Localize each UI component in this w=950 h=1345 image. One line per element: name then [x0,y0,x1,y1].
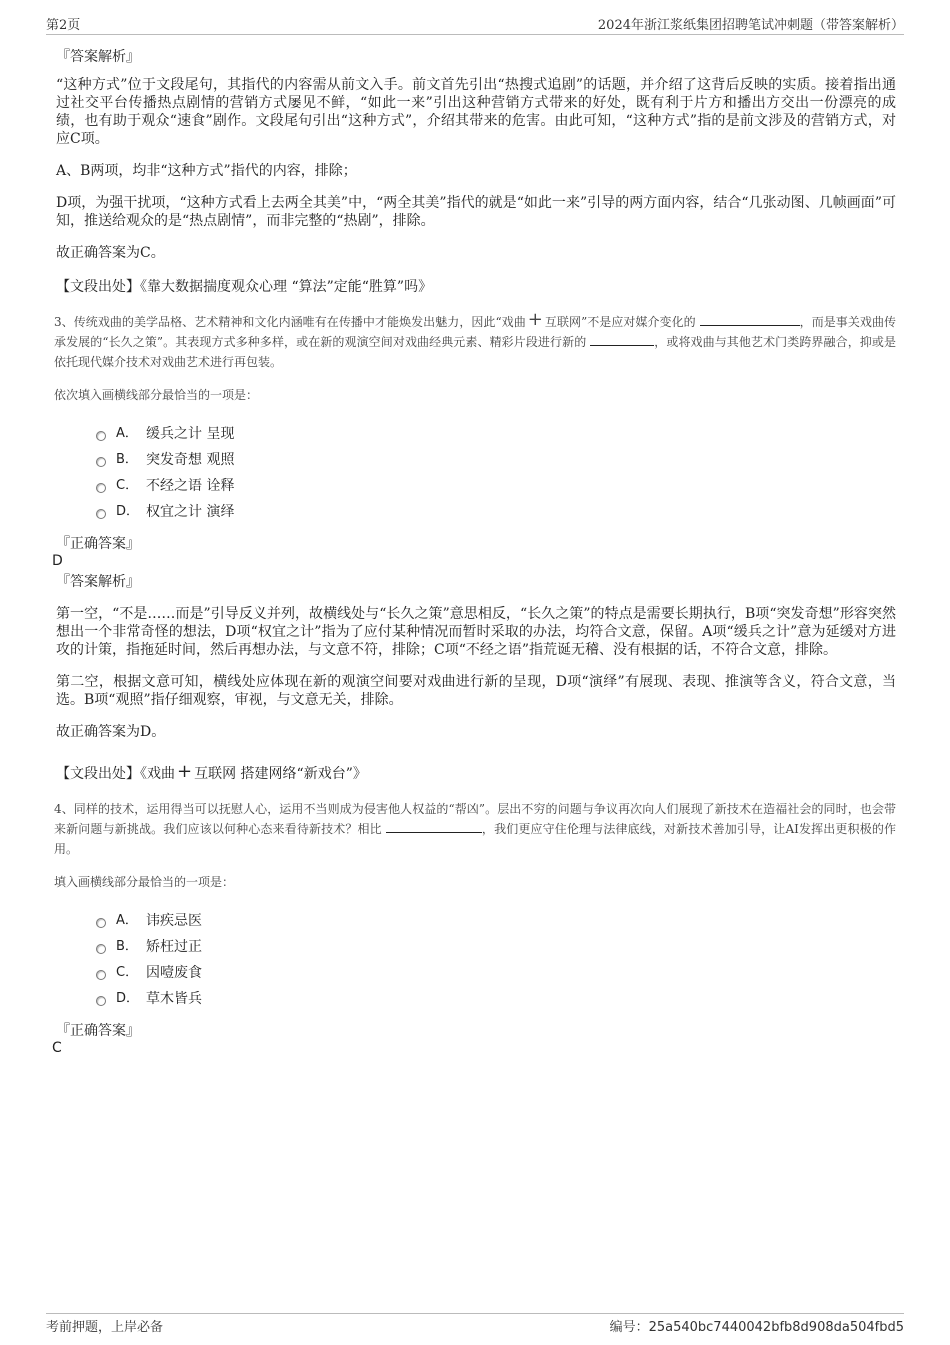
option-letter: B． [116,452,138,467]
page-footer [46,1313,904,1335]
analysis-paragraph: D项，为强干扰项，“这种方式看上去两全其美”中，“两全其美”指代的就是“如此一来”引导的两方面内容，结合“几张动图、几帧画面”可知，推送给观众的是“热点剧情”，而非完整的“热剧”，排除。 [56,195,896,229]
option-b[interactable] [96,447,896,473]
option-c[interactable] [96,960,896,986]
source-text: 【文段出处】《戏曲 [56,766,175,782]
question-4 [54,799,896,859]
code-value: 25a540bc7440042bfb8d908da504fbd5 [648,1320,904,1335]
option-a[interactable] [96,421,896,447]
option-text: 矫枉过正 [146,939,202,955]
radio-button[interactable] [96,509,106,519]
conclusion: 故正确答案为D。 [56,724,166,740]
option-text: 讳疾忌医 [146,913,202,929]
conclusion: 故正确答案为C。 [56,245,165,261]
analysis-paragraph: “这种方式”位于文段尾句，其指代的内容需从前文入手。前文首先引出“热搜式追剧”的话题，并介绍了这背后反映的实质。接着指出通过社交平台传播热点剧情的营销方式屡见不鲜，“如此一来”引出这种营销方式带来的好处，既有利于片方和播出方交出一份漂亮的成绩，也有助于观众“速食”剧作。文段尾句引出“这种方式”，介绍其带来的危害。由此可知，“这种方式”指的是前文涉及的营销方式，对应C项。 [56,77,896,147]
code-label: 编号： [609,1320,649,1335]
document-code [610,1316,904,1335]
plus-sign: + [527,309,543,330]
option-letter: A． [116,913,138,928]
blank-line [700,312,800,326]
radio-button[interactable] [96,431,106,441]
correct-answer: D [52,553,63,569]
correct-answer: C [52,1040,62,1056]
radio-button[interactable] [96,457,106,467]
question-text: ，或将戏曲与其他艺术门类跨界融合，抑或是依托现代媒介技术对戏曲艺术进行再包装。 [54,335,896,369]
analysis-paragraph: 第二空，根据文意可知，横线处应体现在新的观演空间要对戏曲进行新的呈现，D项“演绎”有展现、表现、推演等含义，符合文意，当选。B项“观照”指仔细观察，审视，与文意无关，排除。 [56,674,896,708]
option-letter: C． [116,478,139,493]
analysis-paragraph: A、B两项，均非“这种方式”指代的内容，排除； [56,163,357,179]
blank-line [590,332,654,346]
source-citation: 【文段出处】《靠大数据揣度观众心理 “算法”定能“胜算”吗》 [56,279,433,295]
option-letter: B． [116,939,138,954]
option-a[interactable] [96,908,896,934]
option-letter: D． [116,504,140,519]
option-list [96,908,896,1012]
option-text: 不经之语 诠释 [146,478,235,494]
option-d[interactable] [96,986,896,1012]
option-text: 权宜之计 演绎 [146,504,235,520]
option-d[interactable] [96,499,896,525]
option-b[interactable] [96,934,896,960]
question-text: 互联网”不是应对媒介变化的 [544,315,696,329]
radio-button[interactable] [96,483,106,493]
page-header [46,14,904,35]
question-instruction: 依次填入画横线部分最恰当的一项是： [54,388,259,402]
option-text: 草木皆兵 [146,991,202,1007]
question-text: ，我们更应守住伦理与法律底线，对新技术善加引导，让AI发挥出更积极的作用。 [54,822,896,856]
radio-button[interactable] [96,918,106,928]
source-text: 互联网 搭建网络“新戏台”》 [194,766,367,782]
radio-button[interactable] [96,970,106,980]
option-text: 突发奇想 观照 [146,452,235,468]
question-text: 4、同样的技术，运用得当可以抚慰人心，运用不当则成为侵害他人权益的“帮凶”。层出不穷的问题与争议再次向人们展现了新技术在造福社会的同时，也会带来新问题与新挑战。我们应该以何种心态来看待新技术？相比 [54,802,896,836]
question-text: ，而是事关戏曲传承发展的“长久之策”。其表现方式多种多样，或在新的观演空间对戏曲经典元素、精彩片段进行新的 [54,315,896,349]
question-3 [54,310,896,372]
radio-button[interactable] [96,996,106,1006]
radio-button[interactable] [96,944,106,954]
option-letter: A． [116,426,138,441]
correct-answer-heading: 『正确答案』 [56,536,140,552]
option-letter: C． [116,965,139,980]
analysis-heading: 『答案解析』 [56,49,140,65]
analysis-paragraph: 第一空，“不是……而是”引导反义并列，故横线处与“长久之策”意思相反，“长久之策”的特点是需要长期执行，B项“突发奇想”形容突然想出一个非常奇怪的想法，D项“权宜之计”指为了应付某种情况而暂时采取的办法，均符合文意，保留。A项“缓兵之计”意为延缓对方进攻的计策，指拖延时间，然后再想办法，与文意不符，排除；C项“不经之语”指荒诞无稽、没有根据的话，不符合文意，排除。 [56,606,896,658]
source-citation [56,761,896,783]
option-letter: D． [116,991,140,1006]
option-c[interactable] [96,473,896,499]
page-content [52,46,896,1058]
option-text: 因噎废食 [146,965,202,981]
question-instruction: 填入画横线部分最恰当的一项是： [54,875,235,889]
option-text: 缓兵之计 呈现 [146,426,235,442]
analysis-heading: 『答案解析』 [56,574,140,590]
blank-line [386,819,482,833]
option-list [96,421,896,525]
footer-slogan: 考前押题，上岸必备 [46,1320,164,1335]
page-number: 第2页 [46,18,81,33]
correct-answer-heading: 『正确答案』 [56,1023,140,1039]
document-title: 2024年浙江浆纸集团招聘笔试冲刺题（带答案解析） [597,18,904,33]
question-text: 3、传统戏曲的美学品格、艺术精神和文化内涵唯有在传播中才能焕发出魅力，因此“戏曲 [54,315,526,329]
plus-sign: + [177,761,193,782]
